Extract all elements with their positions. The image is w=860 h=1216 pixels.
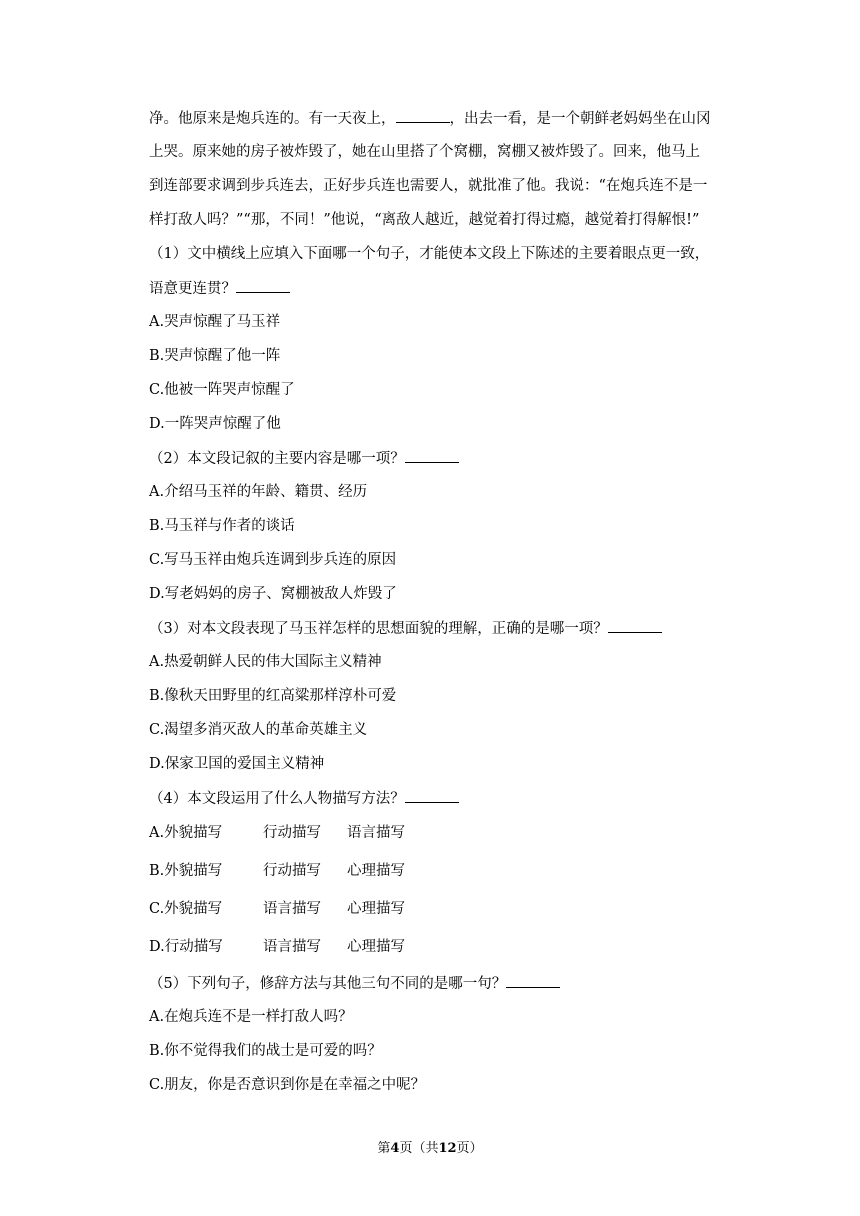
option-b: B.你不觉得我们的战士是可爱的吗？ xyxy=(149,1043,382,1059)
passage-line-2: 上哭。原来她的房子被炸毁了，她在山里搭了个窝棚，窝棚又被炸毁了。回来，他马上 xyxy=(149,144,700,160)
question-stem-text: （3）对本文段表现了马玉祥怎样的思想面貌的理解，正确的是哪一项？ xyxy=(149,621,608,637)
option-text: 心理描写 xyxy=(347,901,405,917)
answer-blank xyxy=(506,973,560,988)
footer-text: 第 xyxy=(377,1141,391,1156)
question-stem-text: 语意更连贯？ xyxy=(149,281,236,297)
question-stem: （1）文中横线上应填入下面哪一个句子，才能使本文段上下陈述的主要着眼点更一致， xyxy=(149,246,710,262)
option-d: D.写老妈妈的房子、窝棚被敌人炸毁了 xyxy=(149,586,397,602)
option-text: C.外貌描写 xyxy=(149,901,223,917)
option-c: C.写马玉祥由炮兵连调到步兵连的原因 xyxy=(149,552,397,568)
option-c: C.他被一阵哭声惊醒了 xyxy=(149,382,295,398)
page-number: 4 xyxy=(390,1141,400,1156)
option-text: B.外貌描写 xyxy=(149,863,223,879)
page-footer xyxy=(0,1137,860,1156)
option-text: 心理描写 xyxy=(347,863,405,879)
page-total: 12 xyxy=(438,1141,457,1156)
question-stem xyxy=(149,973,560,994)
option-c: C.渴望多消灭敌人的革命英雄主义 xyxy=(149,722,368,738)
passage-line-4: 样打敌人吗？”“那，不同！”他说，“离敌人越近，越觉着打得过瘾，越觉着打得解恨!” xyxy=(149,212,700,228)
option-d: D.保家卫国的爱国主义精神 xyxy=(149,756,325,772)
question-stem-text: （5）下列句子，修辞方法与其他三句不同的是哪一句？ xyxy=(149,976,507,992)
question-stem-cont xyxy=(149,278,290,299)
passage-text: 净。他原来是炮兵连的。有一天夜上， xyxy=(149,111,396,127)
answer-blank xyxy=(608,618,662,633)
question-stem xyxy=(149,448,459,469)
option-text: 心理描写 xyxy=(347,939,405,955)
option-text: A.外貌描写 xyxy=(149,825,223,841)
question-stem-text: （2）本文段记叙的主要内容是哪一项？ xyxy=(149,451,405,467)
option-text: D.行动描写 xyxy=(149,939,223,955)
option-b: B.像秋天田野里的红高粱那样淳朴可爱 xyxy=(149,688,397,704)
question-stem xyxy=(149,788,459,809)
option-c: C.朋友，你是否意识到你是在幸福之中呢？ xyxy=(149,1077,426,1093)
option-text: 语言描写 xyxy=(263,901,321,917)
footer-text: 页） xyxy=(456,1141,483,1156)
option-text: 语言描写 xyxy=(347,825,405,841)
passage-line-3: 到连部要求调到步兵连去，正好步兵连也需要人，就批准了他。我说：“在炮兵连不是一 xyxy=(149,178,708,194)
option-a: A.哭声惊醒了马玉祥 xyxy=(149,314,281,330)
answer-blank xyxy=(405,788,459,803)
option-text: 行动描写 xyxy=(263,863,321,879)
option-text: 行动描写 xyxy=(263,825,321,841)
answer-blank xyxy=(396,108,450,123)
passage-line-1 xyxy=(149,108,711,129)
option-b: B.马玉祥与作者的谈话 xyxy=(149,518,295,534)
passage-text: ，出去一看，是一个朝鲜老妈妈坐在山冈 xyxy=(449,111,711,127)
option-a: A.热爱朝鲜人民的伟大国际主义精神 xyxy=(149,654,382,670)
option-b: B.哭声惊醒了他一阵 xyxy=(149,348,281,364)
option-a: A.介绍马玉祥的年龄、籍贯、经历 xyxy=(149,484,368,500)
footer-text: 页（共 xyxy=(399,1141,439,1156)
option-text: 语言描写 xyxy=(263,939,321,955)
answer-blank xyxy=(236,278,290,293)
question-stem xyxy=(149,618,662,639)
option-d: D.一阵哭声惊醒了他 xyxy=(149,416,281,432)
question-stem-text: （4）本文段运用了什么人物描写方法？ xyxy=(149,791,405,807)
option-a: A.在炮兵连不是一样打敌人吗？ xyxy=(149,1009,353,1025)
answer-blank xyxy=(405,448,459,463)
